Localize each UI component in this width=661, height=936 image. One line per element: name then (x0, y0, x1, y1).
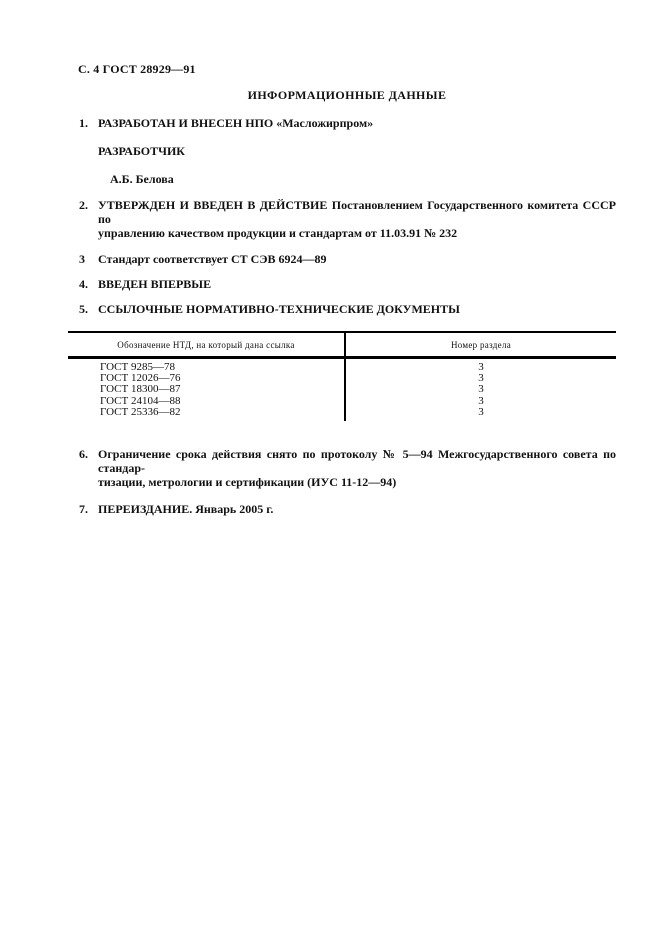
document-title: ИНФОРМАЦИОННЫЕ ДАННЫЕ (247, 88, 447, 102)
references-table (68, 331, 616, 421)
table-cell-ntd: ГОСТ 9285—78 (68, 359, 346, 373)
table-row (68, 384, 616, 395)
item-1 (78, 116, 616, 130)
item-2-line-2: управлению качеством продукции и стандартам от 11.03.91 № 232 (98, 226, 458, 240)
item-5 (78, 302, 616, 316)
item-4-number: 4. (79, 277, 88, 291)
table-header-row (68, 333, 616, 359)
item-5-number: 5. (79, 302, 88, 316)
table-cell-ntd: ГОСТ 18300—87 (68, 384, 346, 395)
table-row (68, 359, 616, 373)
item-2 (78, 198, 616, 240)
table-cell-section: 3 (478, 394, 484, 407)
developer-label: РАЗРАБОТЧИК (98, 144, 185, 158)
item-6 (78, 447, 616, 489)
item-3-text: Стандарт соответствует СТ СЭВ 6924—89 (98, 252, 327, 266)
item-2-line-1: УТВЕРЖДЕН И ВВЕДЕН В ДЕЙСТВИЕ Постановлением Государственного комитета СССР по (98, 198, 616, 226)
table-cell-section: 3 (478, 372, 484, 385)
table-header-ntd: Обозначение НТД, на который дана ссылка (68, 333, 346, 356)
item-3 (78, 252, 616, 266)
item-5-text: ССЫЛОЧНЫЕ НОРМАТИВНО-ТЕХНИЧЕСКИЕ ДОКУМЕНТЫ (98, 302, 460, 316)
item-2-number: 2. (79, 198, 88, 212)
table-cell-ntd: ГОСТ 12026—76 (68, 373, 346, 384)
item-6-number: 6. (79, 447, 88, 462)
item-7-text: ПЕРЕИЗДАНИЕ. Январь 2005 г. (98, 502, 274, 517)
item-3-number: 3 (79, 252, 85, 266)
item-6-line-1: Ограничение срока действия снято по протоколу № 5—94 Межгосударственного совета по стандар- (98, 447, 616, 476)
table-cell-section: 3 (478, 361, 484, 373)
item-1-text: РАЗРАБОТАН И ВНЕСЕН НПО «Масложирпром» (98, 116, 374, 130)
table-cell-section: 3 (478, 405, 484, 418)
developer-name: А.Б. Белова (110, 172, 174, 186)
item-7 (78, 502, 616, 516)
item-6-text (98, 447, 616, 489)
table-row (68, 407, 616, 421)
table-cell-ntd: ГОСТ 24104—88 (68, 396, 346, 407)
item-1-number: 1. (79, 116, 88, 130)
item-7-number: 7. (79, 502, 88, 517)
item-6-line-2: тизации, метрологии и сертификации (ИУС 11-12—94) (98, 475, 397, 490)
table-header-section: Номер раздела (450, 340, 512, 350)
item-2-text (98, 198, 616, 240)
table-cell-section: 3 (478, 383, 484, 396)
page-header: С. 4 ГОСТ 28929—91 (78, 62, 196, 76)
item-4 (78, 277, 616, 291)
table-cell-ntd: ГОСТ 25336—82 (68, 407, 346, 421)
item-4-text: ВВЕДЕН ВПЕРВЫЕ (98, 277, 212, 291)
